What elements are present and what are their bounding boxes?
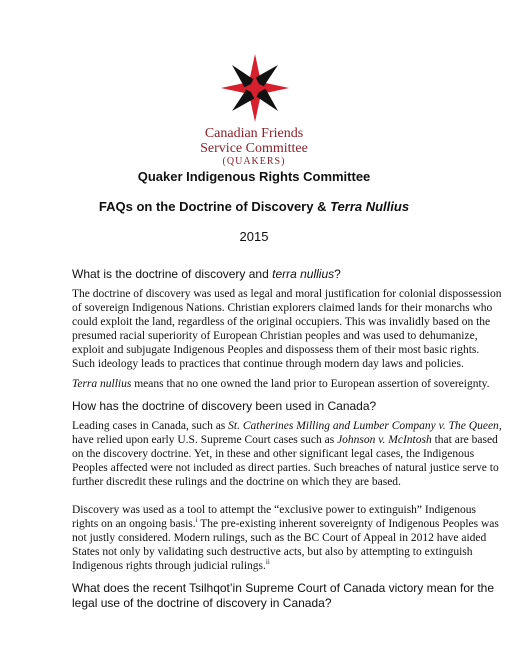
paragraph-line: not justly considered. Modern rulings, such as the BC Court of Appeal in 2012 have aided xyxy=(72,532,487,544)
org-name-line2: Service Committee xyxy=(200,141,308,156)
subtitle-italic: Terra Nullius xyxy=(330,199,410,214)
paragraph-line: Discovery was used as a tool to attempt the “exclusive power to extinguish” Indigenous xyxy=(72,504,476,516)
paragraph-line: Such ideology leads to practices that continue through modern day laws and policies. xyxy=(72,358,464,370)
answer-2-paragraph-1 xyxy=(72,419,502,489)
question-1-italic: terra nullius xyxy=(272,267,335,281)
document-title: Quaker Indigenous Rights Committee xyxy=(137,169,371,184)
case-name-italic: St. Catherines Milling and Lumber Company v. The Queen xyxy=(228,420,499,432)
paragraph-text: rights on an ongoing basis. xyxy=(72,518,196,530)
paragraph-line: of sovereign Indigenous Nations. Christian explorers claimed lands for their monarchs who xyxy=(72,302,493,314)
answer-1-paragraph-2 xyxy=(72,377,490,391)
answer-1-paragraph-1 xyxy=(72,287,502,371)
footnote-ref-ii[interactable]: ii xyxy=(265,558,270,567)
answer-2-paragraph-2 xyxy=(72,503,499,573)
paragraph-line: presumed racial superiority of European Christian peoples and was used to dehumanize, xyxy=(72,330,478,342)
question-2: How has the doctrine of discovery been used in Canada? xyxy=(72,399,377,413)
paragraph-line: on the discovery doctrine. Yet, in these and other significant legal cases, the Indigenous xyxy=(72,448,475,460)
paragraph-text: , xyxy=(498,420,502,432)
case-name-italic: Johnson v. McIntosh xyxy=(337,434,432,446)
paragraph-line: Peoples affected were not included as direct parties. Such breaches of natural justice serve to xyxy=(72,462,499,474)
cfsc-star-logo-icon xyxy=(219,52,291,124)
paragraph-text: The pre-existing inherent sovereignty of Indigenous Peoples was xyxy=(197,518,499,530)
question-3-line: legal use of the doctrine of discovery in Canada? xyxy=(72,596,332,610)
document-year: 2015 xyxy=(239,229,269,244)
paragraph-text: that are based xyxy=(431,434,498,446)
question-1 xyxy=(72,267,472,282)
org-name-line3: (QUAKERS) xyxy=(222,156,286,167)
terra-nullius-italic: Terra nullius xyxy=(72,378,132,390)
question-1-end: ? xyxy=(334,267,341,281)
paragraph-line: States not only by validating such destructive acts, but also by attempting to extinguish xyxy=(72,546,473,558)
paragraph-line: further discredit these rulings and the doctrine on which they are based. xyxy=(72,476,401,488)
document-subtitle xyxy=(0,199,508,214)
subtitle-text: FAQs on the Doctrine of Discovery & xyxy=(98,199,331,214)
paragraph-text: Indigenous rights through judicial rulings. xyxy=(72,560,266,572)
question-3-line: What does the recent Tsilhqot’in Supreme Court of Canada victory mean for the xyxy=(72,581,494,595)
question-3 xyxy=(72,581,494,611)
paragraph-text: means that no one owned the land prior to European assertion of sovereignty. xyxy=(131,378,490,390)
paragraph-line: exploit and subjugate Indigenous Peoples and dispossess them of their most basic rights. xyxy=(72,344,480,356)
paragraph-text: Leading cases in Canada, such as xyxy=(72,420,229,432)
paragraph-line: The doctrine of discovery was used as legal and moral justification for colonial dispossession xyxy=(72,288,502,300)
paragraph-text: have relied upon early U.S. Supreme Court cases such as xyxy=(72,434,338,446)
footnote-ref-i[interactable]: i xyxy=(195,516,198,525)
question-1-text: What is the doctrine of discovery and xyxy=(72,267,273,281)
org-name-line1: Canadian Friends xyxy=(204,126,304,141)
paragraph-line: could exploit the land, regardless of the original occupiers. This was invalidly based on the xyxy=(72,316,491,328)
